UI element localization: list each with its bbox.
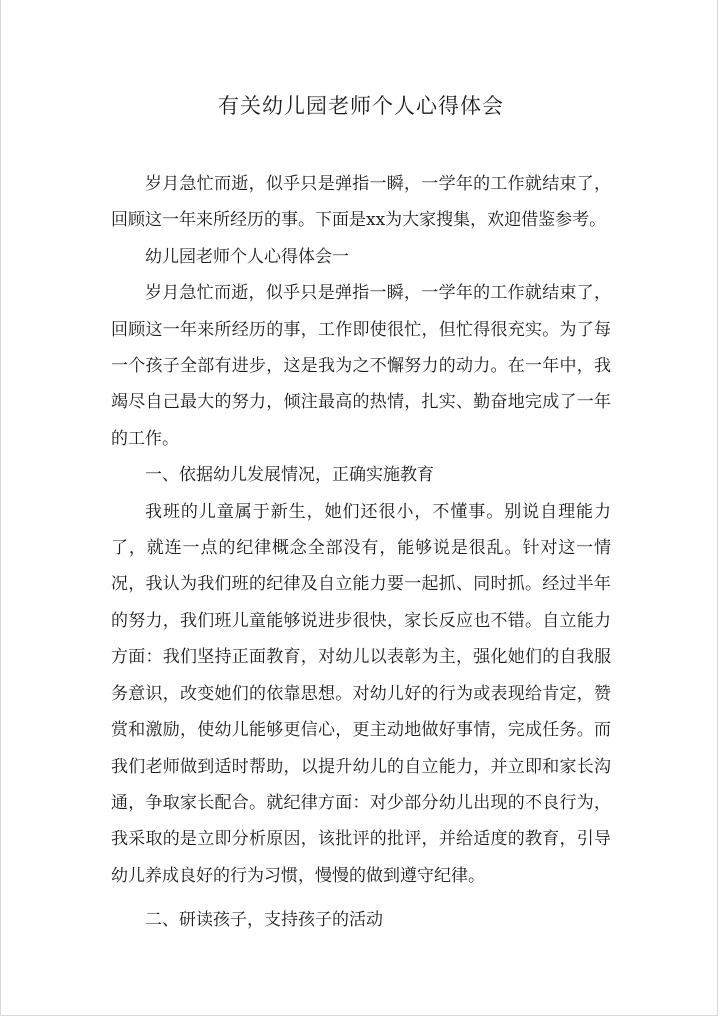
body-paragraph: 岁月急忙而逝，似乎只是弹指一瞬，一学年的工作就结束了，回顾这一年来所经历的事，工作即使很忙，但忙得很充实。为了每一个孩子全部有进步，这是我为之不懈努力的动力。在一年中，我竭尽自己最大的努力，倾注最高的热情，扎实、勤奋地完成了一年的工作。 <box>111 283 611 449</box>
section-heading: 幼儿园老师个人心得体会一 <box>145 246 349 267</box>
document-title: 有关幼儿园老师个人心得体会 <box>218 94 504 118</box>
body-paragraph: 我班的儿童属于新生，她们还很小，不懂事。别说自理能力了，就连一点的纪律概念全部没有，能够说是很乱。针对这一情况，我认为我们班的纪律及自立能力要一起抓、同时抓。经过半年的努力，我们班儿童能够说进步很快，家长反应也不错。自立能力方面：我们坚持正面教育，对幼儿以表彰为主，强化她们的自我服务意识，改变她们的依靠思想。对幼儿好的行为或表现给肯定，赞赏和激励，使幼儿能够更信心，更主动地做好事情，完成任务。而我们老师做到适时帮助，以提升幼儿的自立能力，并立即和家长沟通，争取家长配合。就纪律方面：对少部分幼儿出现的不良行为，我采取的是立即分析原因，该批评的批评，并给适度的教育，引导幼儿养成良好的行为习惯，慢慢的做到遵守纪律。 <box>111 501 611 886</box>
subsection-heading-2: 二、研读孩子，支持孩子的活动 <box>145 910 383 931</box>
document-body <box>111 166 611 939</box>
subsection-heading-1: 一、依据幼儿发展情况，正确实施教育 <box>145 465 434 486</box>
intro-paragraph: 岁月急忙而逝，似乎只是弹指一瞬，一学年的工作就结束了，回顾这一年来所经历的事。下面是xx为大家搜集，欢迎借鉴参考。 <box>111 174 611 231</box>
